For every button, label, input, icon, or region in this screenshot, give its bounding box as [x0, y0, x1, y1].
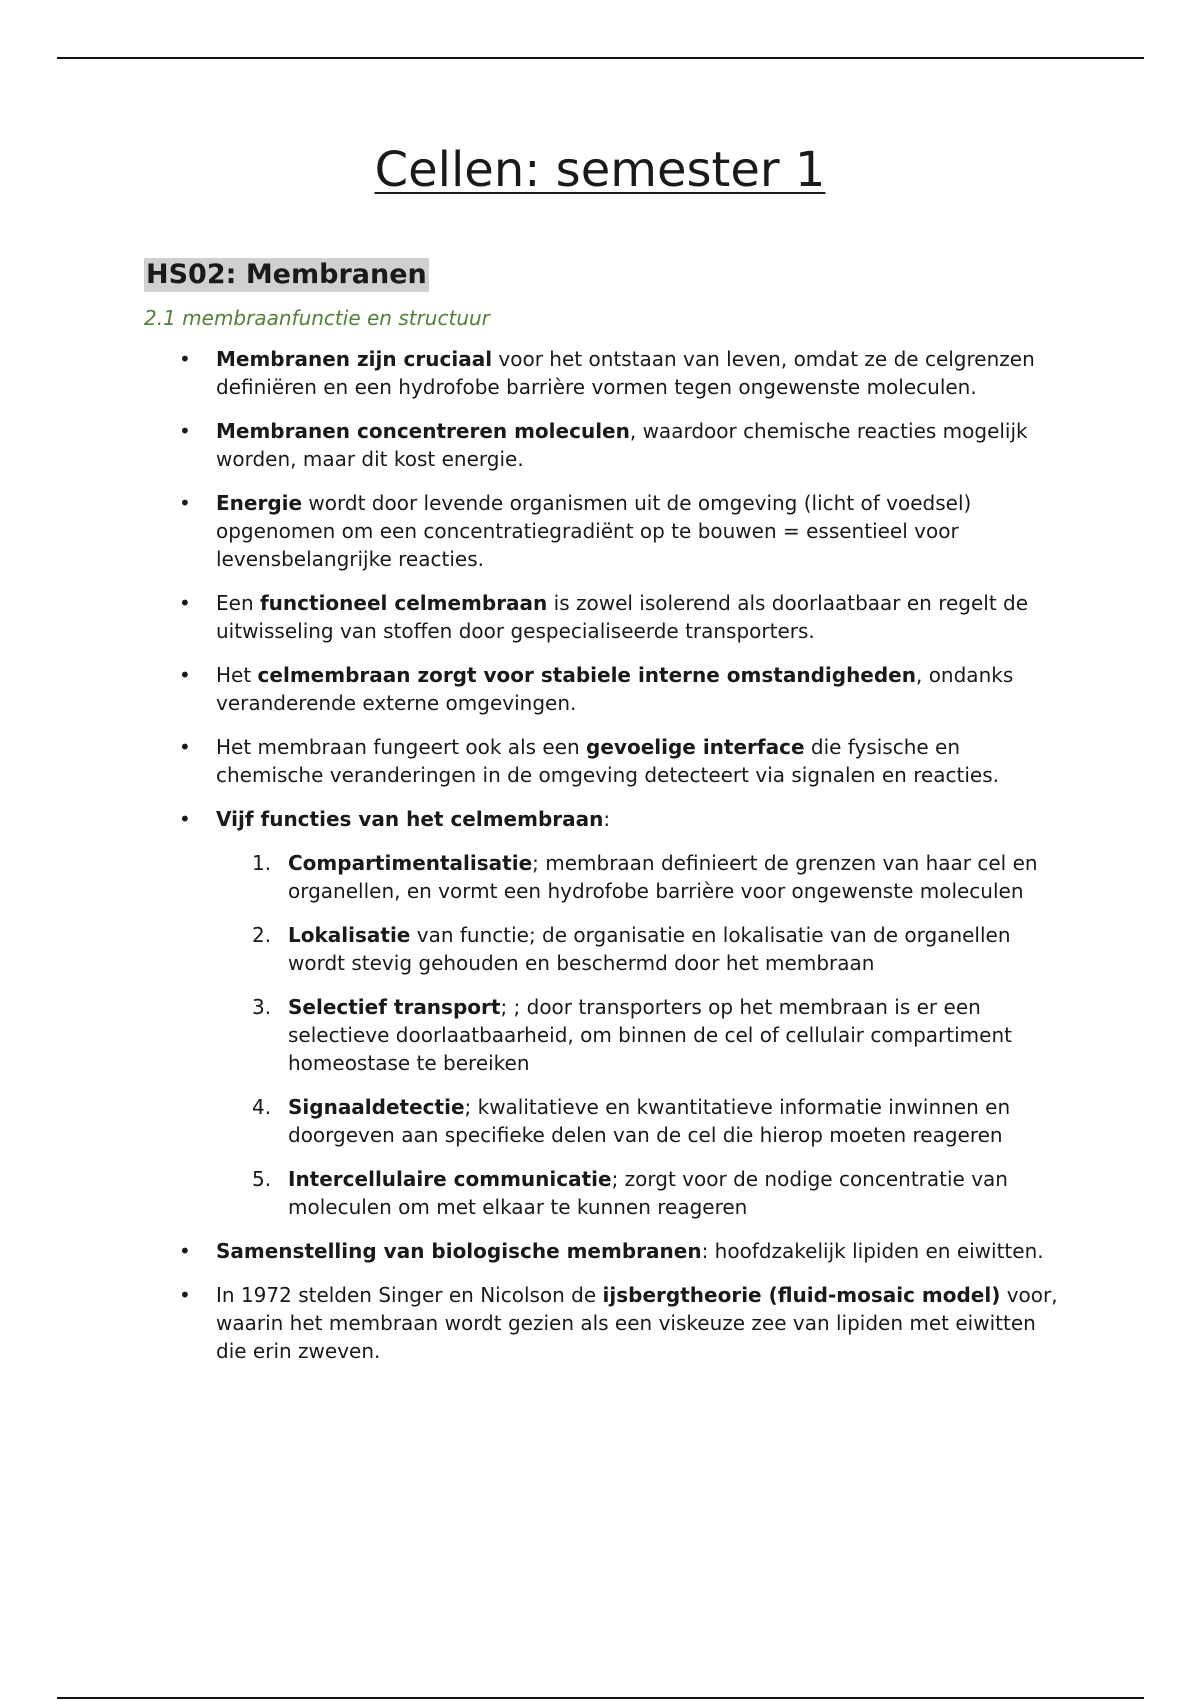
function-item: 4. Signaaldetectie; kwalitatieve en kwantitatieve informatie inwinnen en doorgeven aan specifieke delen van de cel die hierop moeten reageren — [252, 1095, 1011, 1147]
document-body — [144, 258, 1064, 1381]
section-heading: 2.1 membraanfunctie en structuur — [144, 306, 490, 330]
bullet-icon: • — [179, 591, 191, 615]
item-number: 1. — [252, 851, 272, 875]
function-item: 5. Intercellulaire communicatie; zorgt voor de nodige concentratie van moleculen om met elkaar te kunnen reageren — [252, 1167, 1008, 1219]
item-number: 3. — [252, 995, 272, 1019]
bullet-icon: • — [179, 807, 191, 831]
list-item: • Een functioneel celmembraan is zowel isolerend als doorlaatbaar en regelt de uitwisseling van stoffen door gespecialiseerde transporters. — [179, 591, 1029, 643]
function-item: 3. Selectief transport; ; door transporters op het membraan is er een selectieve doorlaatbaarheid, om binnen de cel of cellulair compartiment homeostase te bereiken — [252, 995, 1012, 1075]
item-number: 5. — [252, 1167, 272, 1191]
bullet-icon: • — [179, 735, 191, 759]
list-item: • Vijf functies van het celmembraan: 1. Compartimentalisatie; membraan definieert de grenzen van haar cel en organellen, en vormt een hydrofobe barrière voor ongewenste moleculen 2. Lokalisatie van functie; de organisatie en lokalisatie van de organellen wordt stevig gehouden en beschermd door het membraan 3. Selectief transport; ; door transporters op het membraan is er een selectieve doorlaatbaarheid, om binnen de cel of cellulair compartiment homeostase te bereiken 4. Signaaldetectie; kwalitatieve en kwantitatieve informatie inwinnen en doorgeven aan specifieke delen van de cel die hierop moeten reageren 5. Intercellulaire communicatie; zorgt voor de nodige concentratie van moleculen om met elkaar te kunnen reageren — [144, 805, 1064, 1221]
bullet-icon: • — [179, 1283, 191, 1307]
document-title: Cellen: semester 1 — [374, 142, 826, 198]
top-rule — [57, 57, 1144, 59]
function-item: 2. Lokalisatie van functie; de organisatie en lokalisatie van de organellen wordt stevig gehouden en beschermd door het membraan — [252, 923, 1011, 975]
bullet-icon: • — [179, 347, 191, 371]
list-item: • Het celmembraan zorgt voor stabiele interne omstandigheden, ondanks veranderende externe omgevingen. — [179, 663, 1014, 715]
bullet-list — [144, 345, 1064, 1365]
item-number: 2. — [252, 923, 272, 947]
function-item: 1. Compartimentalisatie; membraan definieert de grenzen van haar cel en organellen, en vormt een hydrofobe barrière voor ongewenste moleculen — [252, 851, 1038, 903]
list-item: • Samenstelling van biologische membranen: hoofdzakelijk lipiden en eiwitten. — [179, 1239, 1044, 1263]
bullet-icon: • — [179, 491, 191, 515]
item-number: 4. — [252, 1095, 272, 1119]
bottom-rule — [57, 1697, 1144, 1699]
list-item: • In 1972 stelden Singer en Nicolson de ijsbergtheorie (fluid-mosaic model) voor, waarin het membraan wordt gezien als een viskeuze zee van lipiden met eiwitten die erin zweven. — [179, 1283, 1058, 1363]
list-item: • Membranen concentreren moleculen, waardoor chemische reacties mogelijk worden, maar dit kost energie. — [179, 419, 1028, 471]
bullet-icon: • — [179, 663, 191, 687]
list-item: • Membranen zijn cruciaal voor het ontstaan van leven, omdat ze de celgrenzen definiëren en een hydrofobe barrière vormen tegen ongewenste moleculen. — [179, 347, 1035, 399]
list-item: • Het membraan fungeert ook als een gevoelige interface die fysische en chemische veranderingen in de omgeving detecteert via signalen en reacties. — [179, 735, 1000, 787]
bullet-icon: • — [179, 1239, 191, 1263]
chapter-heading: HS02: Membranen — [146, 259, 427, 290]
list-item: • Energie wordt door levende organismen uit de omgeving (licht of voedsel) opgenomen om een concentratiegradiënt op te bouwen = essentieel voor levensbelangrijke reacties. — [179, 491, 972, 571]
functions-list — [216, 849, 1064, 1221]
bullet-icon: • — [179, 419, 191, 443]
